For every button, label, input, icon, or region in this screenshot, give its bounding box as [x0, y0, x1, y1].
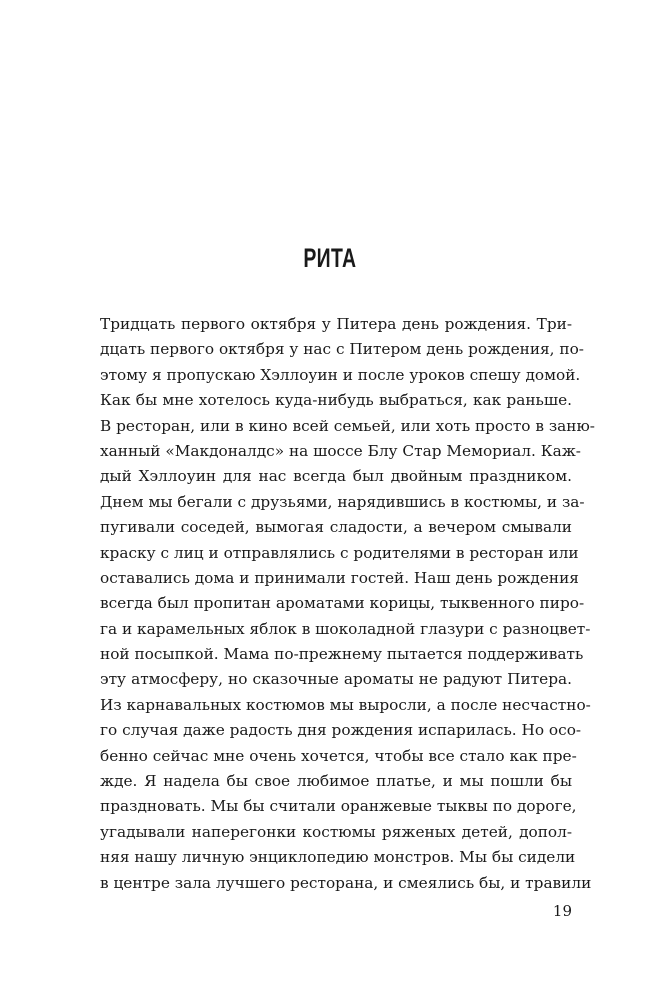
text-line: го случая даже радость дня рождения испарилась. Но осо-: [100, 721, 582, 740]
text-line: в центре зала лучшего ресторана, и смеялись бы, и травили: [100, 873, 592, 892]
chapter-title: [0, 243, 659, 274]
body-text: [100, 312, 595, 896]
text-line: га и карамельных яблок в шоколадной глазури с разноцвет-: [100, 619, 591, 638]
text-line: угадывали наперегонки костюмы ряженых детей, допол-: [100, 822, 572, 841]
text-line: ной посыпкой. Мама по-прежнему пытается поддерживать: [100, 645, 584, 664]
text-line: дцать первого октября у нас с Питером день рождения, по-: [100, 340, 584, 359]
text-line: Из карнавальных костюмов мы выросли, а после несчастно-: [100, 695, 591, 714]
text-line: Днем мы бегали с друзьями, нарядившись в костюмы, и за-: [100, 492, 585, 511]
text-line: всегда был пропитан ароматами корицы, тыквенного пиро-: [100, 594, 585, 613]
text-line: жде. Я надела бы свое любимое платье, и мы пошли бы: [100, 772, 572, 791]
text-line: дый Хэллоуин для нас всегда был двойным праздником.: [100, 467, 572, 486]
text-line: Тридцать первого октября у Питера день рождения. Три-: [100, 315, 572, 333]
text-line: бенно сейчас мне очень хочется, чтобы все стало как пре-: [100, 746, 577, 765]
text-line: оставались дома и принимали гостей. Наш день рождения: [100, 568, 579, 587]
text-line: Как бы мне хотелось куда-нибудь выбраться, как раньше.: [100, 391, 572, 410]
text-line: эту атмосферу, но сказочные ароматы не радуют Питера.: [100, 670, 572, 689]
text-line: В ресторан, или в кино всей семьей, или хоть просто в заню-: [100, 416, 595, 435]
text-line: ханный «Макдоналдс» на шоссе Блу Стар Мемориал. Каж-: [100, 441, 581, 460]
chapter-title-text: РИТА: [302, 243, 357, 273]
text-line: краску с лиц и отправлялись с родителями в ресторан или: [100, 543, 579, 562]
text-line: праздновать. Мы бы считали оранжевые тыквы по дороге,: [100, 797, 577, 816]
text-line: няя нашу личную энциклопедию монстров. Мы бы сидели: [100, 848, 576, 867]
page-number: 19: [552, 902, 572, 920]
text-line: этому я пропускаю Хэллоуин и после уроков спешу домой.: [100, 365, 581, 384]
text-line: пугивали соседей, вымогая сладости, а вечером смывали: [100, 518, 572, 537]
